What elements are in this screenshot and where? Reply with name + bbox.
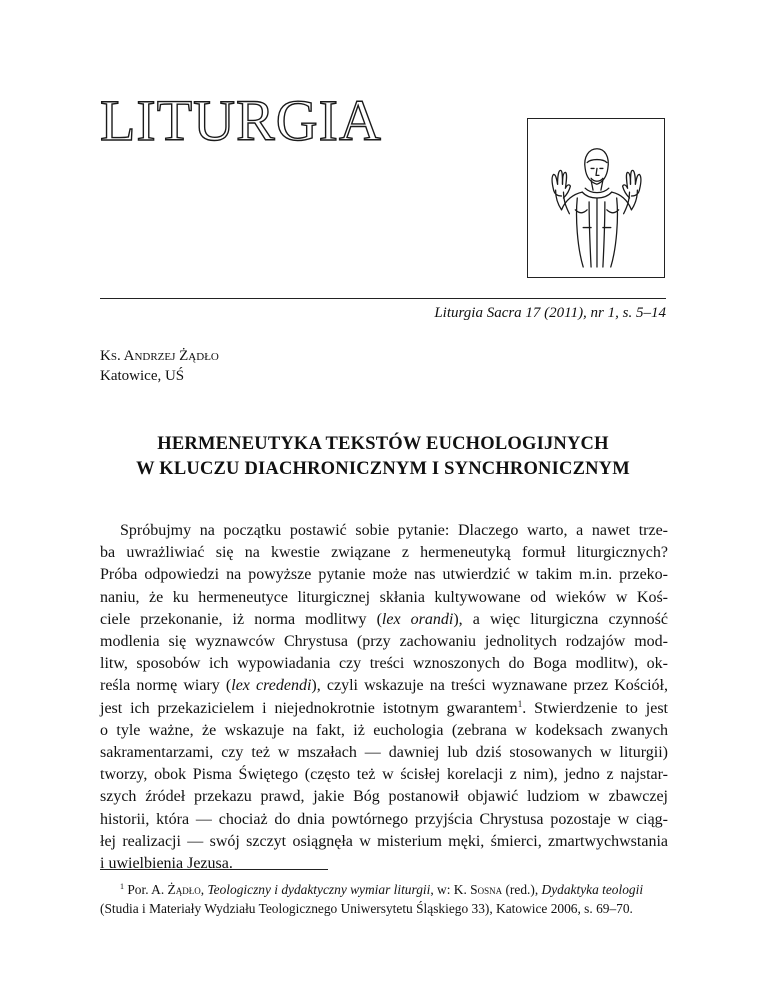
author-affiliation: Katowice, UŚ [100, 368, 185, 384]
emblem-frame [527, 118, 665, 278]
body-text-segment: ), czyli wskazuje na treści wyznawane przez Kościół, [311, 677, 669, 695]
footnote-rule [100, 869, 328, 870]
body-text-segment: . Stwierdzenie to jest [522, 699, 669, 717]
article-title-line: W KLUCZU DIACHRONICZNYM I SYNCHRONICZNYM [136, 459, 630, 479]
article-title [100, 432, 666, 482]
body-text-segment: ), a więc liturgiczna czynność [453, 610, 668, 628]
article-title-line: HERMENEUTYKA TEKSTÓW EUCHOLOGIJNYCH [157, 434, 609, 454]
header-rule [100, 298, 666, 299]
footnote-text: (red.), [502, 882, 542, 897]
footnote-text: , [200, 882, 208, 897]
body-line: o tyle ważne, że wskazuje na fakt, iż euchologia (zebrana w kodeksach zwanych [100, 721, 668, 739]
journal-reference: Liturgia Sacra 17 (2011), nr 1, s. 5–14 [434, 305, 666, 321]
body-text-segment: reśla normę wiary ( [100, 677, 232, 695]
body-text-segment: jest ich przekazicielem i niejednokrotnie istotnym gwarantem [100, 699, 518, 717]
praying-figure-icon [528, 119, 664, 277]
body-line: Spróbujmy na początku postawić sobie pytanie: Dlaczego warto, a nawet trze- [120, 522, 668, 539]
body-line: naniu, że ku hermeneutyce liturgicznej skłania kultywowane od wieków w Koś- [100, 588, 668, 606]
body-text-segment: ciele przekonanie, iż norma modlitwy ( [100, 610, 382, 628]
footnote-work-title: Teologiczny i dydaktyczny wymiar liturgii [207, 882, 431, 897]
latin-term: lex orandi [381, 610, 454, 628]
body-line [100, 675, 668, 697]
footnote-work-title: Dydaktyka teologii [541, 882, 644, 897]
footnote-marker: 1 [120, 882, 124, 891]
body-line: i uwielbienia Jezusa. [100, 855, 233, 873]
footnote-text: , w: K. [430, 882, 471, 897]
article-body [100, 520, 668, 875]
body-line: modlenia się wyznawców Chrystusa (przy zachowaniu jednolitych rodzajów mod- [100, 633, 668, 651]
body-line: ba uwrażliwiać się na kwestie związane z hermeneutyką formuł liturgicznych? [100, 544, 668, 562]
footnote-line [100, 880, 668, 899]
footnote [100, 880, 668, 918]
footnote-text: Por. A. [124, 882, 168, 897]
body-line [100, 609, 668, 631]
body-line: sakramentarzami, czy też w mszałach — dawniej lub dziś stosowanych w liturgii) [100, 744, 668, 762]
author-block [100, 346, 219, 386]
body-line: łej realizacji — swój szczyt osiągnęła w misterium męki, śmierci, zmartwychwstania [100, 832, 668, 850]
section-title: LITURGIA [100, 88, 382, 153]
body-line: Próba odpowiedzi na powyższe pytanie może nas utwierdzić w takim m.in. przeko- [100, 566, 668, 584]
footnote-author: Żądło [167, 882, 201, 897]
footnote-editor: Sosna [470, 882, 503, 897]
body-line [100, 698, 668, 720]
body-line: historii, która — chociaż do dnia powtórnego przyjścia Chrystusa pozostaje w ciąg- [100, 810, 668, 828]
body-line: tworzy, obok Pisma Świętego (często też w ścisłej korelacji z nim), jedno z najstar- [100, 766, 668, 784]
latin-term: lex credendi [231, 677, 312, 695]
footnote-reference[interactable]: 1 [517, 698, 523, 709]
body-line: szych źródeł przekazu prawd, jakie Bóg postanowił objawić ludziom w zbawczej [100, 788, 668, 806]
body-line: litw, sposobów ich wypowiadania czy treści wznoszonych do Boga modlitw), ok- [100, 655, 668, 673]
footnote-line: (Studia i Materiały Wydziału Teologicznego Uniwersytetu Śląskiego 33), Katowice 2006, s. 69–70. [100, 901, 633, 916]
author-name: Ks. Andrzej Żądło [100, 348, 219, 364]
